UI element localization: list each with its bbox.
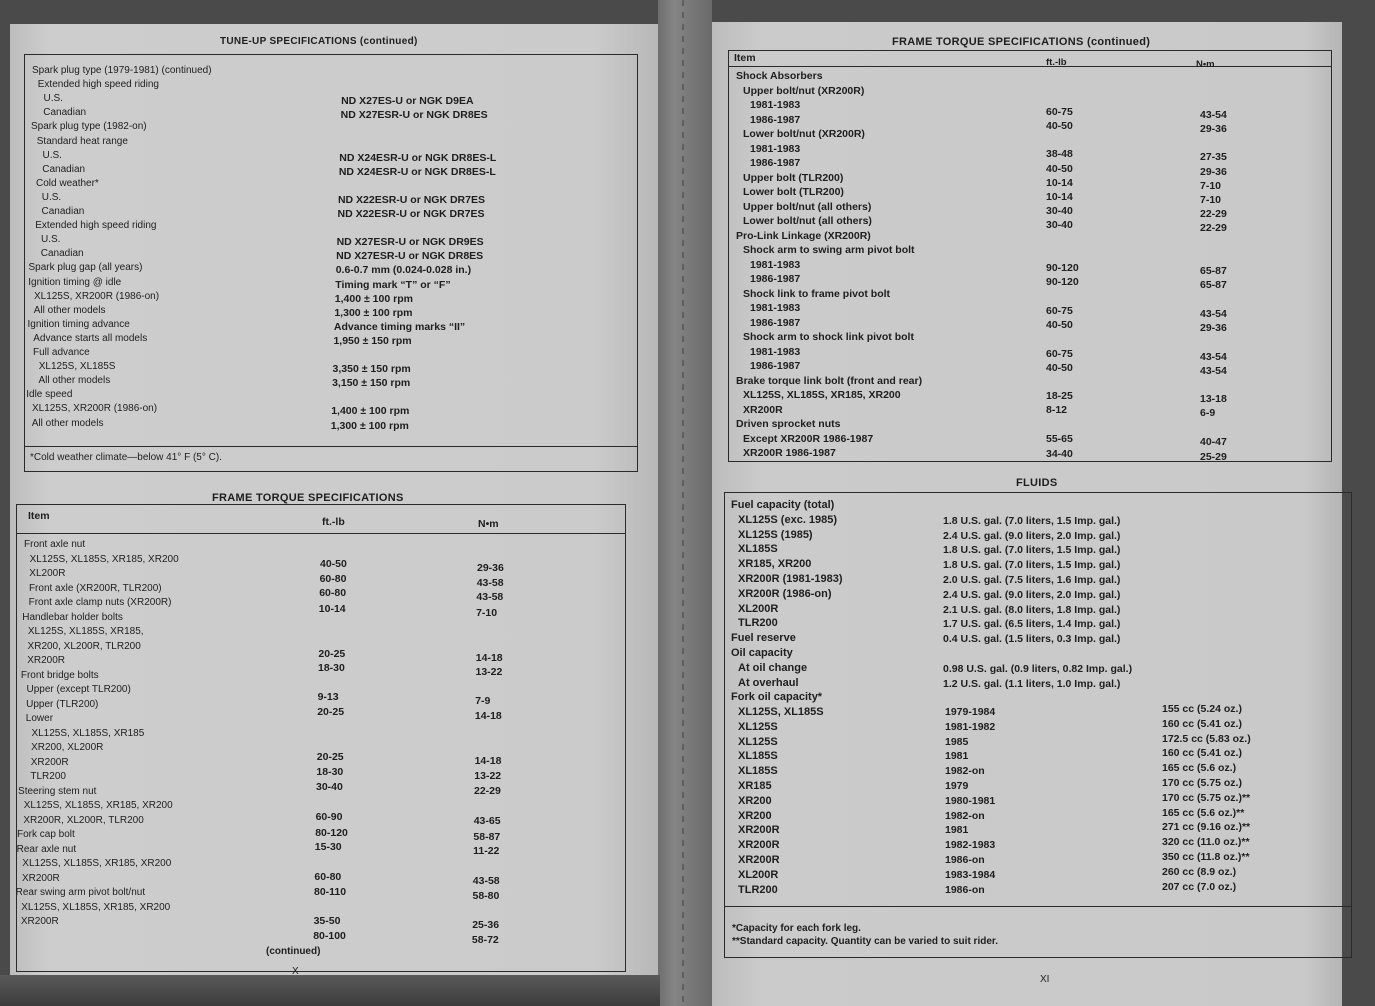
tuneup-row-label: Canadian	[41, 206, 85, 217]
frame-torque-nm: 43-58	[472, 875, 500, 887]
frame-torque-ftlb: 60-80	[319, 587, 347, 599]
fork-oil-years: 1981	[945, 750, 969, 763]
frame-torque-cont-ftlb: 38-48	[1046, 148, 1073, 160]
frame-torque-cont-ftlb: 18-25	[1046, 390, 1073, 402]
frame-torque-item: Handlebar holder bolts	[22, 611, 123, 623]
frame-torque-cont-item: XR200R	[743, 403, 783, 416]
tuneup-row-label: XL125S, XL185S	[38, 361, 116, 373]
fork-oil-years: 1979	[945, 780, 969, 792]
frame-torque-ftlb: 15-30	[314, 841, 342, 853]
tuneup-row-value: 1,400 ± 100 rpm	[331, 405, 410, 418]
frame-torque-cont-ftlb: 90-120	[1046, 262, 1079, 274]
frame-torque-cont-item: Lower bolt (TLR200)	[743, 186, 844, 198]
frame-torque-cont-ftlb: 40-50	[1046, 163, 1073, 175]
frame-torque-item: Front axle nut	[24, 539, 86, 550]
fork-oil-years: 1983-1984	[945, 868, 996, 881]
tuneup-row-value: ND X24ESR-U or NGK DR8ES-L	[338, 165, 496, 178]
tuneup-row-label: Spark plug type (1982-on)	[31, 121, 147, 133]
frame-torque-nm: 29-36	[477, 562, 504, 574]
fluids-row-label: XL125S (1985)	[738, 528, 813, 541]
frame-torque-item: XR200R	[27, 655, 65, 666]
frame-torque-cont-nm: 29-36	[1200, 166, 1227, 178]
fork-oil-capacity: 172.5 cc (5.83 oz.)	[1162, 732, 1251, 745]
tuneup-row-label: U.S.	[41, 191, 62, 203]
frame-torque-nm: 43-58	[476, 591, 504, 603]
tuneup-row-label: All other models	[33, 304, 106, 316]
frame-torque-ftlb: 80-110	[314, 886, 347, 898]
frame-torque-item: Lower	[25, 713, 54, 724]
fork-oil-years: 1981-1982	[945, 720, 996, 733]
frame-torque-cont-item: 1986-1987	[750, 113, 801, 126]
frame-torque-cont-nm: 7-10	[1200, 180, 1222, 192]
header-nm: N•m	[478, 518, 499, 530]
frame-torque-title: FRAME TORQUE SPECIFICATIONS	[212, 492, 404, 504]
frame-torque-cont-item: 1981-1983	[750, 142, 801, 155]
frame-torque-ftlb: 9-13	[317, 691, 339, 703]
fluids-row-label: Fuel capacity (total)	[731, 499, 835, 511]
frame-torque-item: Upper (except TLR200)	[26, 684, 131, 695]
frame-torque-cont-ftlb: 8-12	[1046, 404, 1068, 416]
fork-oil-years: 1979-1984	[945, 706, 996, 718]
frame-torque-cont-ftlb: 30-40	[1046, 219, 1073, 231]
fluids-footnote-divider	[724, 906, 1352, 907]
fork-oil-model: XR200	[738, 794, 772, 807]
fork-oil-model: XL185S	[738, 765, 778, 778]
fork-oil-years: 1982-1983	[945, 839, 996, 852]
tuneup-row-label: Standard heat range	[36, 135, 128, 147]
frame-torque-cont-nm: 43-54	[1200, 308, 1227, 320]
fork-oil-years: 1982-on	[945, 809, 985, 822]
fork-oil-model: XL125S	[738, 735, 778, 748]
frame-torque-nm: 11-22	[473, 845, 500, 857]
fork-oil-capacity: 207 cc (7.0 oz.)	[1162, 880, 1237, 893]
frame-torque-cont-nm: 13-18	[1200, 393, 1227, 405]
fluids-footnote-1: *Capacity for each fork leg.	[732, 923, 861, 934]
fork-oil-years: 1982-on	[945, 765, 985, 778]
frame-torque-cont-nm: 43-54	[1200, 365, 1227, 377]
tuneup-row-label: Spark plug type (1979-1981) (continued)	[32, 65, 212, 76]
fluids-row-value: 2.1 U.S. gal. (8.0 liters, 1.8 Imp. gal.)	[943, 603, 1121, 616]
frame-torque-nm: 13-22	[475, 666, 503, 678]
tuneup-row-value: ND X27ES-U or NGK D9EA	[341, 95, 474, 108]
frame-torque-cont-ftlb: 40-50	[1046, 362, 1073, 374]
frame-torque-item: XL125S, XL185S, XR185, XR200	[29, 553, 179, 565]
fluids-row-label: TLR200	[738, 617, 778, 630]
tuneup-row-value: Advance timing marks “II”	[333, 320, 466, 333]
frame-torque-item: TLR200	[30, 771, 66, 782]
frame-torque-cont-ftlb: 90-120	[1046, 276, 1079, 288]
frame-torque-cont-nm: 29-36	[1200, 322, 1227, 334]
frame-torque-cont-ftlb: 60-75	[1046, 348, 1073, 360]
fork-oil-capacity: 271 cc (9.16 oz.)**	[1162, 821, 1251, 834]
frame-torque-item: XR200, XL200R	[31, 742, 104, 753]
frame-torque-cont-item: 1981-1983	[750, 99, 801, 111]
frame-torque-cont-nm: 6-9	[1200, 407, 1216, 419]
page-bottom-shadow	[0, 975, 660, 1006]
fluids-row-value: 2.0 U.S. gal. (7.5 liters, 1.6 Imp. gal.)	[943, 574, 1121, 586]
frame-torque-item: XL200R	[29, 568, 66, 579]
fluids-row-label: XR200R (1986-on)	[738, 587, 832, 600]
fluids-row-label: XL125S (exc. 1985)	[738, 513, 838, 526]
fork-oil-model: XL200R	[738, 868, 779, 881]
fluids-row-value: 1.8 U.S. gal. (7.0 liters, 1.5 Imp. gal.)	[943, 544, 1121, 557]
fork-oil-capacity: 160 cc (5.41 oz.)	[1162, 747, 1242, 760]
fluids-row-value: 1.2 U.S. gal. (1.1 liters, 1.0 Imp. gal.)	[943, 677, 1121, 690]
frame-torque-cont-nm: 25-29	[1200, 451, 1227, 463]
fluids-row-value: 0.4 U.S. gal. (1.5 liters, 0.3 Imp. gal.)	[943, 633, 1121, 646]
frame-torque-nm: 22-29	[474, 785, 501, 797]
frame-torque-item: Fork cap bolt	[17, 829, 75, 840]
frame-torque-cont-item: 1981-1983	[750, 258, 801, 271]
fluids-row-label: XL200R	[738, 602, 779, 615]
tuneup-row-value: 0.6-0.7 mm (0.024-0.028 in.)	[335, 264, 472, 277]
tuneup-row-label: Extended high speed riding	[37, 79, 159, 91]
frame-torque-item: XR200R	[21, 872, 60, 884]
frame-torque-cont-nm: 7-10	[1200, 194, 1222, 206]
tuneup-row-value: 3,350 ± 150 rpm	[332, 363, 411, 376]
page-number-left: X	[292, 966, 299, 977]
frame-torque-item: Upper (TLR200)	[26, 698, 99, 710]
header-ftlb-right: ft.-lb	[1046, 57, 1067, 68]
fork-oil-years: 1986-on	[945, 854, 985, 866]
book-gutter	[658, 0, 712, 1006]
frame-torque-ftlb: 60-90	[315, 811, 343, 823]
fluids-footnote-2: **Standard capacity. Quantity can be varied to suit rider.	[732, 936, 999, 947]
frame-torque-ftlb: 60-80	[319, 573, 347, 585]
fluids-row-label: XL185S	[738, 543, 778, 556]
fluids-row-label: Fork oil capacity*	[731, 691, 823, 704]
tuneup-row-value: 3,150 ± 150 rpm	[332, 377, 411, 390]
frame-torque-cont-item: Shock Absorbers	[736, 70, 823, 82]
frame-torque-item: Front bridge bolts	[20, 669, 99, 681]
frame-torque-nm: 7-10	[476, 607, 498, 619]
fork-oil-years: 1980-1981	[945, 794, 996, 807]
frame-torque-cont-ftlb: 34-40	[1046, 448, 1073, 460]
fluids-row-value: 2.4 U.S. gal. (9.0 liters, 2.0 Imp. gal.)	[943, 529, 1121, 542]
frame-torque-cont-item: 1986-1987	[750, 360, 801, 372]
tuneup-row-label: Ignition timing @ idle	[28, 276, 122, 288]
tuneup-row-label: Cold weather*	[36, 177, 99, 189]
frame-torque-nm: 14-18	[474, 710, 502, 722]
frame-torque-cont-ftlb: 10-14	[1046, 191, 1073, 203]
frame-torque-header-divider	[16, 533, 626, 534]
frame-torque-cont-item: Upper bolt/nut (XR200R)	[743, 84, 865, 97]
tuneup-row-value: ND X24ESR-U or NGK DR8ES-L	[339, 151, 497, 164]
fork-oil-model: XL185S	[738, 750, 778, 763]
tuneup-row-value: ND X22ESR-U or NGK DR7ES	[337, 193, 485, 206]
tuneup-row-value: ND X27ESR-U or NGK DR9ES	[336, 236, 484, 249]
fork-oil-model: XR200R	[738, 839, 780, 852]
fork-oil-years: 1981	[945, 824, 969, 837]
frame-torque-nm: 14-18	[474, 755, 502, 767]
frame-torque-ftlb: 80-120	[315, 827, 348, 839]
fluids-row-label: At overhaul	[738, 676, 799, 689]
header-ftlb: ft.-lb	[322, 516, 345, 528]
frame-torque-ftlb: 10-14	[318, 603, 346, 615]
frame-torque-ftlb: 20-25	[318, 648, 346, 660]
frame-torque-cont-item: Brake torque link bolt (front and rear)	[736, 374, 923, 387]
tuneup-row-value: 1,950 ± 150 rpm	[333, 334, 412, 347]
frame-torque-cont-item: 1986-1987	[750, 316, 801, 329]
fork-oil-capacity: 170 cc (5.75 oz.)	[1162, 777, 1242, 789]
frame-torque-cont-header-divider	[728, 66, 1332, 67]
frame-torque-cont-nm: 27-35	[1200, 151, 1227, 163]
frame-torque-cont-ftlb: 60-75	[1046, 305, 1073, 317]
frame-torque-cont-nm: 29-36	[1200, 123, 1227, 135]
frame-torque-cont-item: Driven sprocket nuts	[736, 418, 841, 430]
fork-oil-model: XL125S, XL185S	[738, 706, 824, 718]
frame-torque-cont-item: Shock link to frame pivot bolt	[743, 287, 891, 300]
frame-torque-item: XL125S, XL185S, XR185, XR200	[23, 800, 173, 811]
tuneup-row-label: Idle speed	[26, 389, 73, 401]
fork-oil-model: XR200R	[738, 824, 780, 837]
frame-torque-ftlb: 18-30	[318, 662, 345, 674]
frame-torque-item: XR200R, XL200R, TLR200	[23, 814, 144, 826]
tuneup-row-label: U.S.	[41, 234, 61, 246]
fork-oil-years: 1986-on	[945, 883, 985, 896]
tuneup-row-value: ND X27ESR-U or NGK DR8ES	[340, 109, 488, 122]
frame-torque-cont-ftlb: 40-50	[1046, 120, 1073, 132]
fork-oil-model: XL125S	[738, 720, 778, 733]
frame-torque-nm: 43-65	[473, 815, 501, 827]
frame-torque-nm: 43-58	[476, 577, 504, 589]
tuneup-row-label: All other models	[31, 417, 104, 429]
frame-torque-ftlb: 18-30	[316, 766, 344, 778]
frame-torque-item: XL125S, XL185S, XR185, XR200	[22, 858, 172, 869]
fluids-row-label: At oil change	[738, 661, 808, 674]
frame-torque-ftlb: 35-50	[313, 915, 341, 927]
tuneup-row-value: Timing mark “T” or “F”	[335, 278, 451, 291]
fork-oil-capacity: 160 cc (5.41 oz.)	[1162, 717, 1242, 730]
frame-torque-cont-nm: 22-29	[1200, 222, 1227, 234]
fork-oil-capacity: 170 cc (5.75 oz.)**	[1162, 791, 1251, 804]
frame-torque-ftlb: 40-50	[320, 558, 347, 570]
frame-torque-ftlb: 20-25	[316, 751, 344, 763]
tuneup-row-label: Spark plug gap (all years)	[28, 262, 143, 274]
tuneup-title: TUNE-UP SPECIFICATIONS (continued)	[220, 36, 418, 47]
fork-oil-capacity: 320 cc (11.0 oz.)**	[1162, 836, 1250, 849]
frame-torque-cont-ftlb: 10-14	[1046, 177, 1073, 189]
tuneup-row-value: 1,300 ± 100 rpm	[330, 419, 409, 432]
tuneup-row-label: XL125S, XR200R (1986-on)	[32, 403, 158, 415]
tuneup-row-label: U.S.	[42, 149, 62, 161]
frame-torque-cont-ftlb: 55-65	[1046, 433, 1073, 445]
tuneup-row-label: Extended high speed riding	[35, 220, 157, 232]
frame-torque-cont-ftlb: 60-75	[1046, 106, 1073, 118]
frame-torque-cont-item: Shock arm to shock link pivot bolt	[743, 331, 914, 343]
tuneup-row-label: XL125S, XR200R (1986-on)	[34, 290, 160, 302]
frame-torque-cont-nm: 22-29	[1200, 208, 1227, 220]
page-number-right: XI	[1040, 974, 1050, 985]
continued-label: (continued)	[266, 946, 321, 957]
fluids-row-value: 1.7 U.S. gal. (6.5 liters, 1.4 Imp. gal.)	[943, 618, 1121, 631]
frame-torque-cont-ftlb: 40-50	[1046, 319, 1073, 331]
fork-oil-years: 1985	[945, 735, 969, 748]
frame-torque-item: XL125S, XL185S, XR185,	[27, 626, 144, 637]
tuneup-row-label: Full advance	[33, 347, 90, 358]
frame-torque-cont-item: 1986-1987	[750, 273, 801, 285]
frame-torque-cont-ftlb: 30-40	[1046, 205, 1073, 217]
frame-torque-cont-item: Pro-Link Linkage (XR200R)	[736, 229, 871, 242]
fork-oil-model: TLR200	[738, 883, 778, 896]
fork-oil-capacity: 165 cc (5.6 oz.)	[1162, 762, 1237, 775]
fork-oil-capacity: 260 cc (8.9 oz.)	[1162, 865, 1237, 878]
frame-torque-cont-item: 1986-1987	[750, 157, 801, 169]
frame-torque-item: Front axle clamp nuts (XR200R)	[28, 597, 172, 608]
fluids-row-value: 0.98 U.S. gal. (0.9 liters, 0.82 Imp. gal.)	[943, 662, 1133, 675]
frame-torque-nm: 58-72	[471, 934, 499, 946]
frame-torque-item: Rear swing arm pivot bolt/nut	[15, 887, 146, 898]
tuneup-row-label: Canadian	[40, 248, 84, 260]
tuneup-row-label: Advance starts all models	[33, 332, 148, 344]
frame-torque-cont-item: 1981-1983	[750, 345, 801, 358]
frame-torque-cont-item: Lower bolt/nut (XR200R)	[743, 128, 865, 140]
fork-oil-model: XR200R	[738, 854, 780, 866]
tuneup-row-label: Ignition timing advance	[27, 318, 130, 330]
tuneup-row-label: U.S.	[43, 93, 63, 105]
frame-torque-cont-item: Upper bolt/nut (all others)	[743, 200, 872, 213]
frame-torque-nm: 14-18	[475, 652, 503, 664]
fluids-row-label: Fuel reserve	[731, 632, 796, 645]
frame-torque-item: Front axle (XR200R, TLR200)	[28, 582, 162, 594]
tuneup-footnote: *Cold weather climate—below 41° F (5° C).	[30, 452, 222, 463]
tuneup-row-value: 1,400 ± 100 rpm	[334, 292, 413, 305]
frame-torque-ftlb: 80-100	[313, 930, 346, 942]
tuneup-row-label: Canadian	[42, 163, 86, 175]
frame-torque-item: XR200R	[20, 916, 59, 927]
frame-torque-cont-nm: 65-87	[1200, 265, 1227, 277]
fork-oil-capacity: 350 cc (11.8 oz.)**	[1162, 851, 1250, 863]
header-item: Item	[28, 510, 50, 522]
frame-torque-nm: 25-36	[472, 919, 500, 931]
tuneup-footnote-divider	[24, 446, 638, 447]
frame-torque-ftlb: 20-25	[317, 706, 345, 718]
frame-torque-item: Steering stem nut	[18, 785, 97, 797]
frame-torque-item: XL125S, XL185S, XR185	[31, 727, 145, 739]
tuneup-row-label: All other models	[38, 375, 111, 387]
tuneup-row-label: Canadian	[43, 107, 87, 119]
tuneup-row-value: 1,300 ± 100 rpm	[334, 306, 413, 319]
frame-torque-cont-item: XL125S, XL185S, XR185, XR200	[743, 389, 901, 401]
tuneup-row-value: ND X22ESR-U or NGK DR7ES	[337, 208, 485, 220]
frame-torque-cont-item: XR200R 1986-1987	[743, 447, 836, 459]
fluids-row-value: 1.8 U.S. gal. (7.0 liters, 1.5 Imp. gal.)	[943, 514, 1121, 527]
fluids-row-label: Oil capacity	[731, 647, 793, 659]
frame-torque-cont-title: FRAME TORQUE SPECIFICATIONS (continued)	[892, 36, 1151, 48]
frame-torque-ftlb: 30-40	[316, 781, 343, 793]
frame-torque-cont-nm: 43-54	[1200, 109, 1227, 121]
frame-torque-item: XL125S, XL185S, XR185, XR200	[21, 901, 171, 913]
frame-torque-item: XR200R	[30, 756, 69, 768]
frame-torque-cont-nm: 65-87	[1200, 279, 1227, 291]
fork-oil-capacity: 155 cc (5.24 oz.)	[1162, 703, 1242, 715]
frame-torque-item: XR200, XL200R, TLR200	[27, 640, 141, 652]
frame-torque-cont-nm: 40-47	[1200, 436, 1227, 448]
fork-oil-model: XR200	[738, 809, 772, 822]
frame-torque-nm: 13-22	[474, 770, 502, 782]
frame-torque-cont-item: Lower bolt/nut (all others)	[743, 215, 872, 227]
frame-torque-cont-nm: 43-54	[1200, 351, 1227, 363]
frame-torque-cont-item: Except XR200R 1986-1987	[743, 432, 874, 445]
fork-oil-model: XR185	[738, 780, 772, 792]
tuneup-row-value: ND X27ESR-U or NGK DR8ES	[336, 250, 484, 263]
binding-stitch	[682, 0, 684, 1006]
fluids-row-value: 1.8 U.S. gal. (7.0 liters, 1.5 Imp. gal.)	[943, 559, 1121, 572]
frame-torque-cont-item: Shock arm to swing arm pivot bolt	[743, 244, 915, 256]
header-nm-right: N•m	[1196, 59, 1215, 70]
frame-torque-cont-item: Upper bolt (TLR200)	[743, 171, 844, 184]
fluids-row-value: 2.4 U.S. gal. (9.0 liters, 2.0 Imp. gal.)	[943, 588, 1121, 601]
frame-torque-nm: 7-9	[475, 695, 491, 707]
frame-torque-ftlb: 60-80	[314, 871, 342, 883]
fluids-row-label: XR200R (1981-1983)	[738, 573, 843, 585]
frame-torque-nm: 58-80	[472, 890, 500, 902]
frame-torque-cont-item: 1981-1983	[750, 302, 801, 314]
fluids-title: FLUIDS	[1016, 477, 1058, 489]
frame-torque-item: Rear axle nut	[16, 843, 77, 855]
frame-torque-nm: 58-87	[473, 831, 501, 843]
header-item-right: Item	[734, 52, 756, 64]
fork-oil-capacity: 165 cc (5.6 oz.)**	[1162, 806, 1245, 819]
fluids-row-label: XR185, XR200	[738, 558, 812, 571]
